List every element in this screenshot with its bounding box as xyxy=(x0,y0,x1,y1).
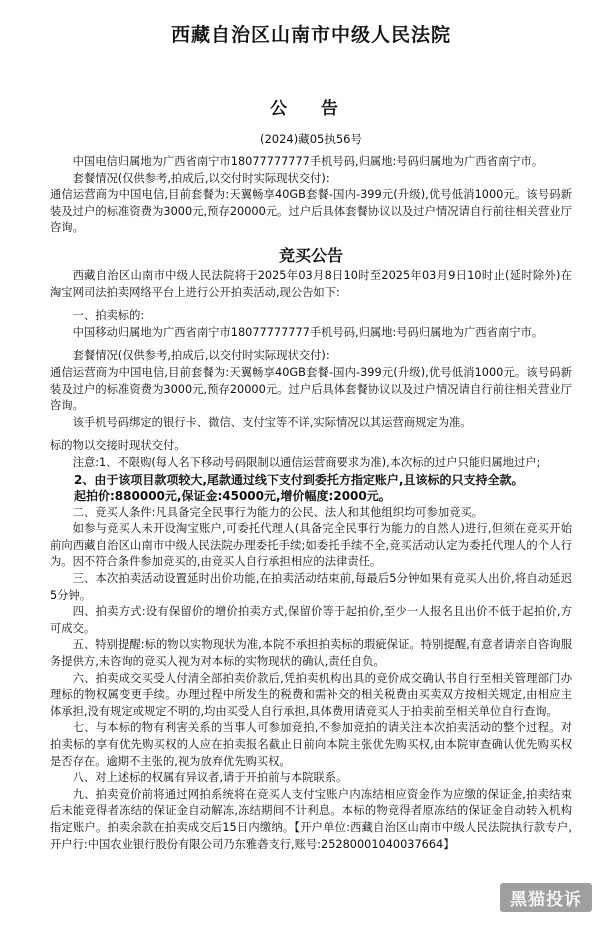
delivery-note: 标的物以交接时现状交付。 xyxy=(50,439,186,453)
clause-3: 三、本次拍卖活动设置延时出价功能,在拍卖活动结束前,每最后5分钟如果有竞买人出价,将自动延迟5分钟。 xyxy=(50,572,572,602)
item-line: 中国移动归属地为广西省南宁市18077777777手机号码,归属地:号码归属地为广西省南宁市。 xyxy=(72,325,544,339)
clause-4: 四、拍卖方式:设有保留价的增价拍卖方式,保留价等于起拍价,至少一人报名且出价不低于起拍价,方可成交。 xyxy=(50,605,572,635)
price-line: 起拍价:880000元,保证金:45000元,增价幅度:2000元。 xyxy=(74,489,391,504)
clause-6: 六、拍卖成交买受人付清全部拍卖价款后,凭拍卖机构出具的竞价成交确认书自行至相关管理部门办理标的物权属变更手续。办理过程中所发生的税费和需补交的相关税费由买卖双方按相关规定,由相应主体承担,没有规定或规定不明的,均由买受人自行承担,具体费用请竞买人于拍卖前至相关单位自行查询。 xyxy=(50,671,572,718)
clause-8: 八、对上述标的权属有异议者,请于开拍前与本院联系。 xyxy=(72,771,348,785)
clause-9: 九、拍卖竞价前将通过网拍系统将在竞买人支付宝账户内冻结相应资金作为应缴的保证金,拍卖结束后未能竞得者冻结的保证金自动解冻,冻结期间不计利息。本标的物竞得者原冻结的保证金自动转入机构指定账户。拍卖余款在拍卖成交后15日内缴纳。【开户单位:西藏自治区山南市中级人民法院执行款专户,开户行:中国农业银行股份有限公司乃东雅砻支行,账号:25280001040037664】 xyxy=(50,787,572,851)
intro-line: 中国电信归属地为广西省南宁市18077777777手机号码,归属地:号码归属地为广西省南宁市。 xyxy=(72,155,544,168)
bind-note: 该手机号码绑定的银行卡、微信、支付宝等不详,实际情况以其运营商规定为准。 xyxy=(72,415,472,429)
clause-7: 七、与本标的物有利害关系的当事人可参加竞拍,不参加竞拍的请关注本次拍卖活动的整个过程。对拍卖标的享有优先购买权的人应在拍卖报名截止日前向本院主张优先购买权,由本院审查确认优先购买权是否存在。逾期不主张的,视为放弃优先购买权。 xyxy=(50,721,572,768)
attention-1: 注意:1、不限购(每人名下移动号码限制以通信运营商要求为准),本次标的过户只能归属地过户; xyxy=(72,455,541,469)
clause-2b: 如参与竞买人未开设淘宝账户,可委托代理人(具备完全民事行为能力的自然人)进行,但须在竞买开始前向西藏自治区山南市中级人民法院办理委托手续;如委托手续不全,竞买活动认定为委托代理人的个人行为。因不符合条件参加竞买的,由竞买人自行承担相应的法律责任。 xyxy=(50,522,572,569)
auction-intro: 西藏自治区山南市中级人民法院将于2025年03月8日10时至2025年03月9日10时止(延时除外)在淘宝网司法拍卖网络平台上进行公开拍卖活动,现公告如下: xyxy=(50,268,572,299)
court-name: 西藏自治区山南市中级人民法院 xyxy=(170,24,451,46)
clause-5: 五、特别提醒:标的物以实物现状为准,本院不承担拍卖标的瑕疵保证。特别提醒,有意者请亲自咨询服务提供方,未咨询的竞买人视为对本标的实物现状的确认,责任自负。 xyxy=(50,638,572,669)
watermark-logo: 黑猫投诉 xyxy=(500,883,592,912)
item-heading: 一、拍卖标的: xyxy=(72,309,145,323)
case-number: (2024)藏05执56号 xyxy=(259,132,362,146)
package-detail: 通信运营商为中国电信,目前套餐为:天翼畅享40GB套餐-国内-399元(升级),优号低消1000元。该号码新装及过户的标准资费为3000元,预存20000元。过户后具体套餐协议以及过户情况请自行前往相关营业厅咨询。 xyxy=(50,188,572,235)
attention-2: 2、由于该项目款项较大,尾款通过线下支付到委托方指定账户,且该标的只支持全款。 xyxy=(74,472,524,487)
item-package-detail: 通信运营商为中国电信,目前套餐为:天翼畅享40GB套餐-国内-399元(升级),优号低消1000元。该号码新装及过户的标准资费为3000元,预存20000元。过户后具体套餐协议以及过户情况请自行前往相关营业厅咨询。 xyxy=(50,365,572,413)
package-note: 套餐情况(仅供参考,拍成后,以交付时实际现状交付): xyxy=(72,171,330,185)
notice-title: 公 告 xyxy=(270,99,352,119)
item-package-note: 套餐情况(仅供参考,拍成后,以交付时实际现状交付): xyxy=(72,349,330,363)
auction-title: 竞买公告 xyxy=(278,245,343,265)
clause-2: 二、竞买人条件:凡具备完全民事行为能力的公民、法人和其他组织均可参加竞买。 xyxy=(72,505,484,519)
